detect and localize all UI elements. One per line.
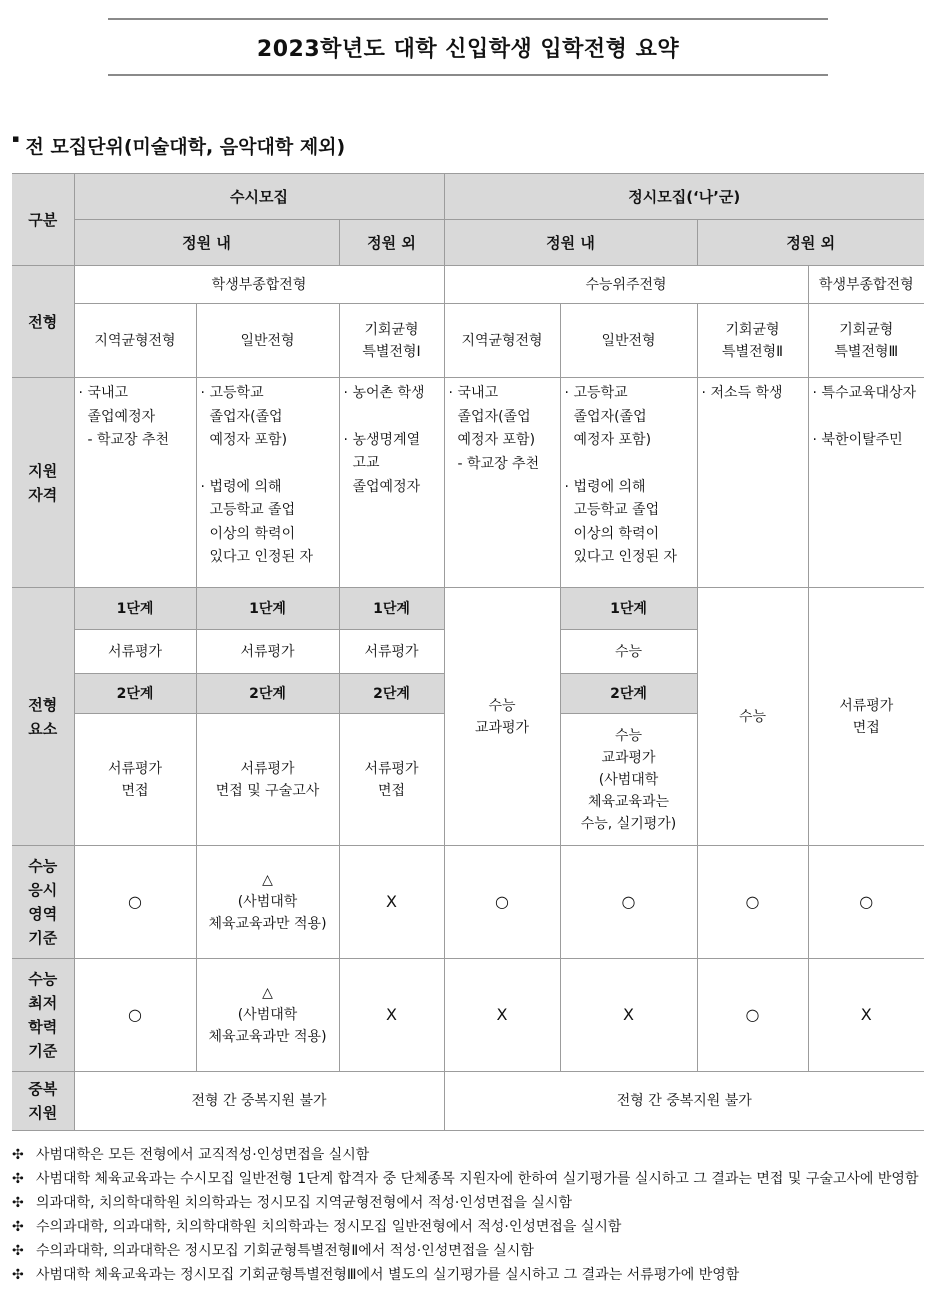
elements-col1-stage2 [74,714,196,846]
min-basis-value: X [386,1004,397,1024]
cross-mark-icon: ✣ [12,1195,24,1211]
group-special: 학생부종합전형 [808,266,924,304]
note-text: 의과대학, 치의학대학원 치의학과는 정시모집 지역균형전형에서 적성·인성면접을 실시함 [36,1195,572,1211]
track-label: 일반전형 [240,332,295,349]
qualification-text: 법령에 의해 고등학교 졸업 이상의 학력이 있다고 인정된 자 [209,478,314,565]
qualification-item [565,476,693,570]
section-heading [12,132,345,159]
qualification-text: 농어촌 학생 [352,385,425,401]
row-header-elements [12,588,74,846]
row-header-qualification-label: 지원 자격 [28,461,58,504]
track-label: 기회균형 특별전형Ⅱ [722,321,784,360]
bullet-dot-icon: · [812,385,817,401]
min-basis-value: X [496,1004,508,1024]
min-basis-value: ○ [128,1004,142,1024]
bullet-dot-icon: · [343,431,348,448]
track-col6 [697,304,808,378]
qualification-col4 [444,378,560,588]
note-item [12,1240,922,1263]
exam-basis-value: ○ [745,891,760,911]
page-title: 2023학년도 대학 신입학생 입학전형 요약 [256,36,680,62]
min-basis-value: X [623,1004,634,1024]
min-basis-value: △ (사범대학 체육교육과만 적용) [208,985,327,1045]
duplicate-susi: 전형 간 중복지원 불가 [74,1072,444,1131]
elements-col1-stage1: 서류평가 [74,630,196,674]
track-col4 [444,304,560,378]
note-text: 수의과대학, 의과대학은 정시모집 기회균형특별전형Ⅱ에서 적성·인성면접을 실시함 [36,1243,534,1259]
elements-col6-text: 수능 [738,708,767,725]
elements-col4 [444,588,560,846]
square-bullet-icon: ▪ [12,132,20,145]
qualification-col7 [808,378,924,588]
stage2-col1: 2단계 [74,674,196,714]
elements-col3-stage2 [339,714,444,846]
elements-col2-stage2-text: 서류평가 면접 및 구술고사 [215,760,320,799]
jeongsi-quota-in: 정원 내 [444,220,697,266]
qualification-item [344,382,440,406]
qualification-item [201,476,335,570]
qualification-text: 북한이탈주민 [821,431,903,448]
cross-mark-icon: ✣ [12,1243,24,1259]
elements-col5-stage1: 수능 [560,630,697,674]
bullet-dot-icon: · [78,385,83,401]
exam-basis-value: X [386,891,397,911]
susi-quota-out: 정원 외 [339,220,444,266]
qualification-text: 저소득 학생 [710,385,783,401]
bullet-dot-icon: · [812,431,817,448]
jeongsi-header: 정시모집(‘나’군) [444,174,924,220]
exam-basis-value: ○ [621,891,636,911]
elements-col6 [697,588,808,846]
stage1-col1: 1단계 [74,588,196,630]
bullet-dot-icon: · [564,478,569,495]
group-jeongsi: 수능위주전형 [444,266,808,304]
exam-basis-value: ○ [859,891,874,911]
row-header-duplicate [12,1072,74,1131]
cross-mark-icon: ✣ [12,1171,24,1187]
row-header-exam-basis-label: 수능 응시 영역 기준 [28,857,58,947]
row-header-elements-label: 전형 요소 [28,695,58,738]
min-basis-col5 [560,959,697,1072]
min-basis-col3 [339,959,444,1072]
stage2-col2: 2단계 [196,674,339,714]
cross-mark-icon: ✣ [12,1267,24,1283]
elements-col5-stage2 [560,714,697,846]
cross-mark-icon: ✣ [12,1219,24,1235]
qualification-item [813,382,921,406]
elements-col5-stage2-text: 수능 교과평가 (사범대학 체육교육과는 수능, 실기평가) [580,727,677,832]
exam-basis-col6 [697,846,808,959]
qualification-text: 특수교육대상자 [821,385,917,401]
track-col5 [560,304,697,378]
bullet-dot-icon: · [701,385,706,401]
elements-col1-stage2-text: 서류평가 면접 [107,760,163,799]
track-label: 지역균형전형 [94,332,176,349]
row-header-exam-basis [12,846,74,959]
track-col7 [808,304,924,378]
exam-basis-col4 [444,846,560,959]
track-label: 기회균형 특별전형Ⅰ [362,321,421,360]
susi-quota-in: 정원 내 [74,220,339,266]
qualification-text: 국내고 졸업자(졸업 예정자 포함) - 학교장 추천 [457,385,540,472]
qualification-item [449,382,556,476]
qualification-col6 [697,378,808,588]
jeongsi-quota-out: 정원 외 [697,220,924,266]
bullet-dot-icon: · [564,385,569,401]
qualification-text: 국내고 졸업예정자 - 학교장 추천 [87,385,170,448]
note-item [12,1216,922,1239]
note-item [12,1144,922,1167]
stage2-col3: 2단계 [339,674,444,714]
qualification-item [565,382,693,453]
cross-mark-icon: ✣ [12,1147,24,1163]
bullet-dot-icon: · [200,478,205,495]
notes-list [12,1144,922,1288]
stage1-col5: 1단계 [560,588,697,630]
track-col3 [339,304,444,378]
elements-col3-stage1: 서류평가 [339,630,444,674]
qualification-item [79,382,192,453]
duplicate-jeongsi: 전형 간 중복지원 불가 [444,1072,924,1131]
exam-basis-value: ○ [495,891,509,911]
elements-col7 [808,588,924,846]
min-basis-col7 [808,959,924,1072]
track-col1 [74,304,196,378]
min-basis-col4 [444,959,560,1072]
exam-basis-col5 [560,846,697,959]
row-header-duplicate-label: 중복 지원 [28,1080,58,1122]
min-basis-col6 [697,959,808,1072]
note-item [12,1192,922,1215]
qualification-text: 농생명계열 고교 졸업예정자 [352,431,421,495]
group-susi: 학생부종합전형 [74,266,444,304]
track-label: 일반전형 [601,332,656,349]
elements-col4-text: 수능 교과평가 [474,697,530,736]
qualification-text: 고등학교 졸업자(졸업 예정자 포함) [209,385,288,448]
track-col2 [196,304,339,378]
stage1-col2: 1단계 [196,588,339,630]
admission-summary-table [12,173,924,1131]
exam-basis-col7 [808,846,924,959]
row-header-min-basis-label: 수능 최저 학력 기준 [28,970,58,1060]
track-label: 기회균형 특별전형Ⅲ [834,321,899,360]
bullet-dot-icon: · [343,385,348,401]
elements-col7-text: 서류평가 면접 [839,697,894,736]
corner-header: 구분 [12,174,74,266]
note-text: 수의과대학, 의과대학, 치의학대학원 치의학과는 정시모집 일반전형에서 적성·인성면접을 실시함 [36,1219,622,1235]
elements-col2-stage1: 서류평가 [196,630,339,674]
track-label: 지역균형전형 [461,332,543,349]
note-text: 사범대학 체육교육과는 수시모집 일반전형 1단계 합격자 중 단체종목 지원자에 한하여 실기평가를 실시하고 그 결과는 면접 및 구술고사에 반영함 [36,1171,919,1187]
row-header-qualification [12,378,74,588]
exam-basis-value: △ (사범대학 체육교육과만 적용) [208,872,327,932]
exam-basis-col3 [339,846,444,959]
note-text: 사범대학 체육교육과는 정시모집 기회균형특별전형Ⅲ에서 별도의 실기평가를 실시하고 그 결과는 서류평가에 반영함 [36,1267,740,1283]
min-basis-value: X [860,1004,872,1024]
exam-basis-col1 [74,846,196,959]
min-basis-value: ○ [745,1004,760,1024]
elements-col2-stage2 [196,714,339,846]
note-item [12,1264,922,1287]
qualification-col1 [74,378,196,588]
row-header-type: 전형 [12,266,74,378]
qualification-col3 [339,378,444,588]
note-item [12,1168,922,1191]
qualification-text: 법령에 의해 고등학교 졸업 이상의 학력이 있다고 인정된 자 [573,478,678,565]
qualification-text: 고등학교 졸업자(졸업 예정자 포함) [573,385,652,448]
susi-header: 수시모집 [74,174,444,220]
qualification-item [702,382,804,406]
qualification-col2 [196,378,339,588]
qualification-item [813,429,921,453]
row-header-min-basis [12,959,74,1072]
title-banner [108,18,828,76]
section-heading-text: 전 모집단위(미술대학, 음악대학 제외) [25,136,346,158]
bullet-dot-icon: · [448,385,453,401]
bullet-dot-icon: · [200,385,205,401]
min-basis-col1 [74,959,196,1072]
elements-col3-stage2-text: 서류평가 면접 [364,760,419,799]
min-basis-col2 [196,959,339,1072]
qualification-col5 [560,378,697,588]
stage2-col5: 2단계 [560,674,697,714]
stage1-col3: 1단계 [339,588,444,630]
exam-basis-col2 [196,846,339,959]
qualification-item [344,429,440,500]
note-text: 사범대학은 모든 전형에서 교직적성·인성면접을 실시함 [36,1147,370,1163]
exam-basis-value: ○ [128,891,142,911]
qualification-item [201,382,335,453]
